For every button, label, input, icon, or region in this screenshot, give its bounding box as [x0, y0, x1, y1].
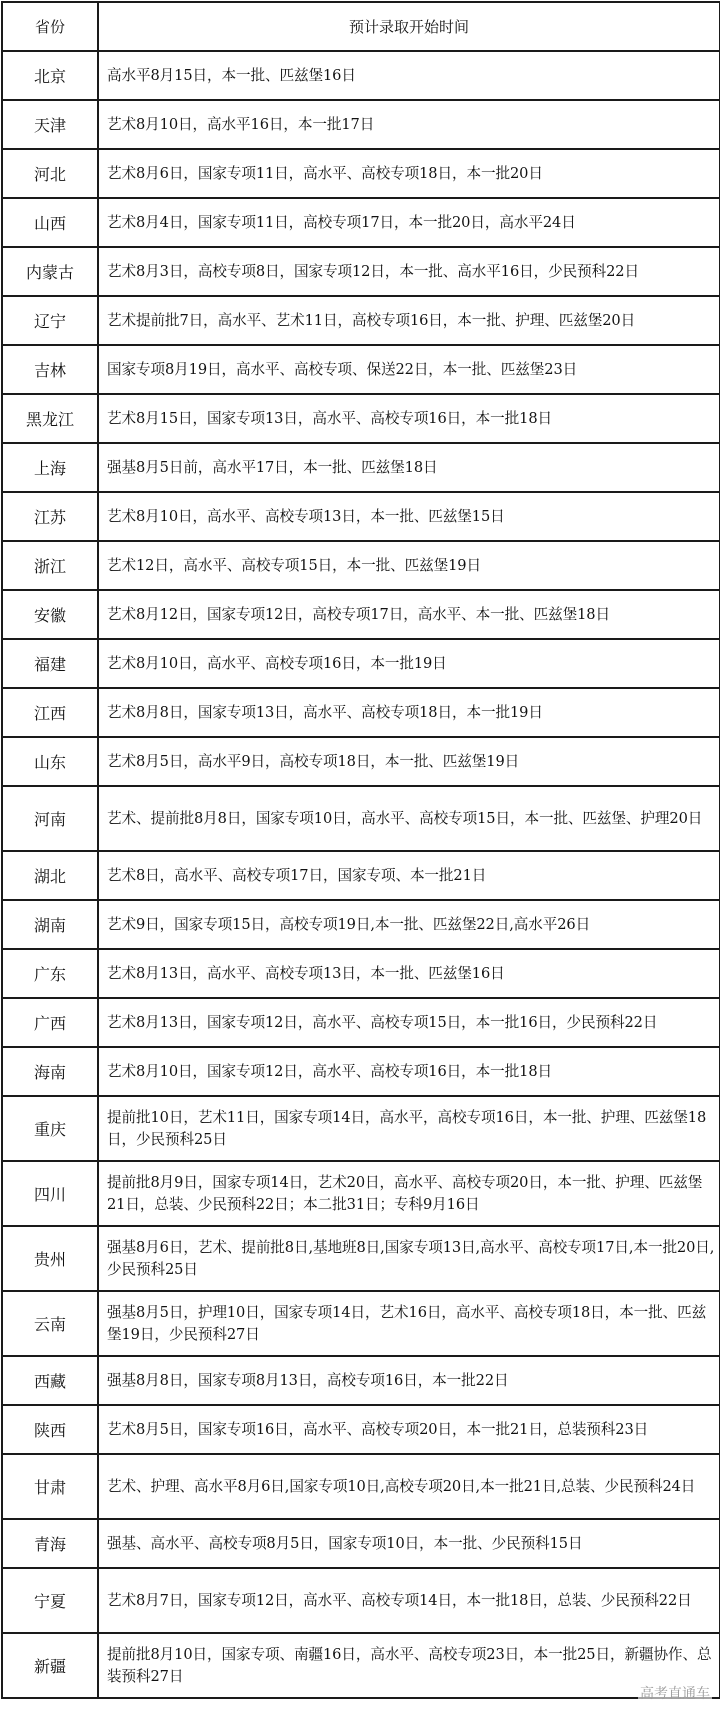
province-cell: 四川: [2, 1161, 98, 1226]
admission-time-cell: 艺术、护理、高水平8月6日,国家专项10日,高校专项20日,本一批21日,总装、少民预科24日: [98, 1454, 720, 1519]
province-cell: 江西: [2, 688, 98, 737]
admission-time-cell: 艺术、提前批8月8日，国家专项10日，高水平、高校专项15日，本一批、匹兹堡、护理20日: [98, 786, 720, 851]
admission-time-cell: 艺术8月4日，国家专项11日，高校专项17日，本一批20日，高水平24日: [98, 198, 720, 247]
province-cell: 安徽: [2, 590, 98, 639]
province-cell: 重庆: [2, 1096, 98, 1161]
admission-time-cell: 艺术12日，高水平、高校专项15日，本一批、匹兹堡19日: [98, 541, 720, 590]
province-cell: 辽宁: [2, 296, 98, 345]
admission-time-cell: 艺术8日，高水平、高校专项17日，国家专项、本一批21日: [98, 851, 720, 900]
table-row: [2, 1633, 720, 1698]
watermark-text: 高考直通车: [638, 1683, 712, 1703]
province-cell: 吉林: [2, 345, 98, 394]
province-cell: 内蒙古: [2, 247, 98, 296]
table-row: [2, 198, 720, 247]
table-row: [2, 1047, 720, 1096]
province-cell: 天津: [2, 100, 98, 149]
province-cell: 青海: [2, 1519, 98, 1568]
table-row: [2, 1356, 720, 1405]
admission-time-cell: 艺术8月3日，高校专项8日，国家专项12日，本一批、高水平16日，少民预科22日: [98, 247, 720, 296]
table-row: [2, 949, 720, 998]
admission-time-cell: 艺术8月5日，国家专项16日，高水平、高校专项20日，本一批21日，总装预科23日: [98, 1405, 720, 1454]
table-header-row: [2, 2, 720, 51]
admission-time-cell: 高水平8月15日，本一批、匹兹堡16日: [98, 51, 720, 100]
province-cell: 河北: [2, 149, 98, 198]
province-cell: 山西: [2, 198, 98, 247]
admission-schedule-table: [1, 1, 720, 1699]
table-row: [2, 100, 720, 149]
table-row: [2, 394, 720, 443]
table-row: [2, 492, 720, 541]
admission-time-cell: 国家专项8月19日，高水平、高校专项、保送22日，本一批、匹兹堡23日: [98, 345, 720, 394]
admission-time-cell: 艺术8月10日，高水平16日，本一批17日: [98, 100, 720, 149]
province-cell: 陕西: [2, 1405, 98, 1454]
province-cell: 江苏: [2, 492, 98, 541]
table-row: [2, 296, 720, 345]
table-row: [2, 247, 720, 296]
table-row: [2, 1161, 720, 1226]
province-cell: 河南: [2, 786, 98, 851]
province-cell: 海南: [2, 1047, 98, 1096]
table-row: [2, 900, 720, 949]
province-cell: 福建: [2, 639, 98, 688]
table-row: [2, 737, 720, 786]
table-row: [2, 149, 720, 198]
admission-time-cell: 强基8月5日前，高水平17日，本一批、匹兹堡18日: [98, 443, 720, 492]
province-cell: 新疆: [2, 1633, 98, 1698]
province-cell: 甘肃: [2, 1454, 98, 1519]
province-cell: 贵州: [2, 1226, 98, 1291]
table-row: [2, 639, 720, 688]
province-cell: 山东: [2, 737, 98, 786]
admission-time-cell: 艺术8月8日，国家专项13日，高水平、高校专项18日，本一批19日: [98, 688, 720, 737]
admission-time-cell: 艺术8月6日，国家专项11日，高水平、高校专项18日，本一批20日: [98, 149, 720, 198]
province-cell: 湖北: [2, 851, 98, 900]
province-cell: 浙江: [2, 541, 98, 590]
table-row: [2, 443, 720, 492]
admission-time-cell: 强基8月8日，国家专项8月13日，高校专项16日，本一批22日: [98, 1356, 720, 1405]
admission-time-cell: 艺术8月5日，高水平9日，高校专项18日，本一批、匹兹堡19日: [98, 737, 720, 786]
table-row: [2, 1405, 720, 1454]
table-row: [2, 345, 720, 394]
province-cell: 宁夏: [2, 1568, 98, 1633]
admission-time-cell: 艺术8月13日，国家专项12日，高水平、高校专项15日，本一批16日，少民预科22日: [98, 998, 720, 1047]
province-cell: 广西: [2, 998, 98, 1047]
table-row: [2, 851, 720, 900]
admission-time-cell: 艺术9日，国家专项15日，高校专项19日,本一批、匹兹堡22日,高水平26日: [98, 900, 720, 949]
admission-time-cell: 提前批10日，艺术11日，国家专项14日，高水平，高校专项16日，本一批、护理、匹兹堡18日，少民预科25日: [98, 1096, 720, 1161]
table-row: [2, 51, 720, 100]
province-cell: 广东: [2, 949, 98, 998]
admission-time-cell: 强基8月5日，护理10日，国家专项14日，艺术16日，高水平、高校专项18日，本一批、匹兹堡19日，少民预科27日: [98, 1291, 720, 1356]
province-cell: 北京: [2, 51, 98, 100]
admission-time-cell: 艺术8月10日，国家专项12日，高水平、高校专项16日，本一批18日: [98, 1047, 720, 1096]
admission-time-cell: 艺术8月7日，国家专项12日，高水平、高校专项14日，本一批18日，总装、少民预科22日: [98, 1568, 720, 1633]
admission-time-cell: 提前批8月10日，国家专项、南疆16日，高水平、高校专项23日，本一批25日，新疆协作、总装预科27日: [98, 1633, 720, 1698]
time-column-header: 预计录取开始时间: [98, 2, 720, 51]
admission-time-cell: 强基、高水平、高校专项8月5日，国家专项10日，本一批、少民预科15日: [98, 1519, 720, 1568]
admission-time-cell: 艺术提前批7日，高水平、艺术11日，高校专项16日，本一批、护理、匹兹堡20日: [98, 296, 720, 345]
province-cell: 上海: [2, 443, 98, 492]
province-column-header: 省份: [2, 2, 98, 51]
table-row: [2, 1568, 720, 1633]
admission-time-cell: 艺术8月10日，高水平、高校专项16日，本一批19日: [98, 639, 720, 688]
table-row: [2, 688, 720, 737]
admission-time-cell: 艺术8月12日，国家专项12日，高校专项17日，高水平、本一批、匹兹堡18日: [98, 590, 720, 639]
table-row: [2, 998, 720, 1047]
province-cell: 云南: [2, 1291, 98, 1356]
table-row: [2, 1519, 720, 1568]
table-row: [2, 1096, 720, 1161]
table-row: [2, 541, 720, 590]
admission-time-cell: 强基8月6日，艺术、提前批8日,基地班8日,国家专项13日,高水平、高校专项17日,本一批20日,少民预科25日: [98, 1226, 720, 1291]
province-cell: 黑龙江: [2, 394, 98, 443]
province-cell: 湖南: [2, 900, 98, 949]
admission-time-cell: 提前批8月9日，国家专项14日，艺术20日，高水平、高校专项20日，本一批、护理、匹兹堡21日，总装、少民预科22日；本二批31日；专科9月16日: [98, 1161, 720, 1226]
admission-time-cell: 艺术8月15日，国家专项13日，高水平、高校专项16日，本一批18日: [98, 394, 720, 443]
table-row: [2, 1454, 720, 1519]
table-row: [2, 1291, 720, 1356]
province-cell: 西藏: [2, 1356, 98, 1405]
table-row: [2, 1226, 720, 1291]
admission-time-cell: 艺术8月10日，高水平、高校专项13日，本一批、匹兹堡15日: [98, 492, 720, 541]
admission-time-cell: 艺术8月13日，高水平、高校专项13日，本一批、匹兹堡16日: [98, 949, 720, 998]
table-row: [2, 590, 720, 639]
table-row: [2, 786, 720, 851]
